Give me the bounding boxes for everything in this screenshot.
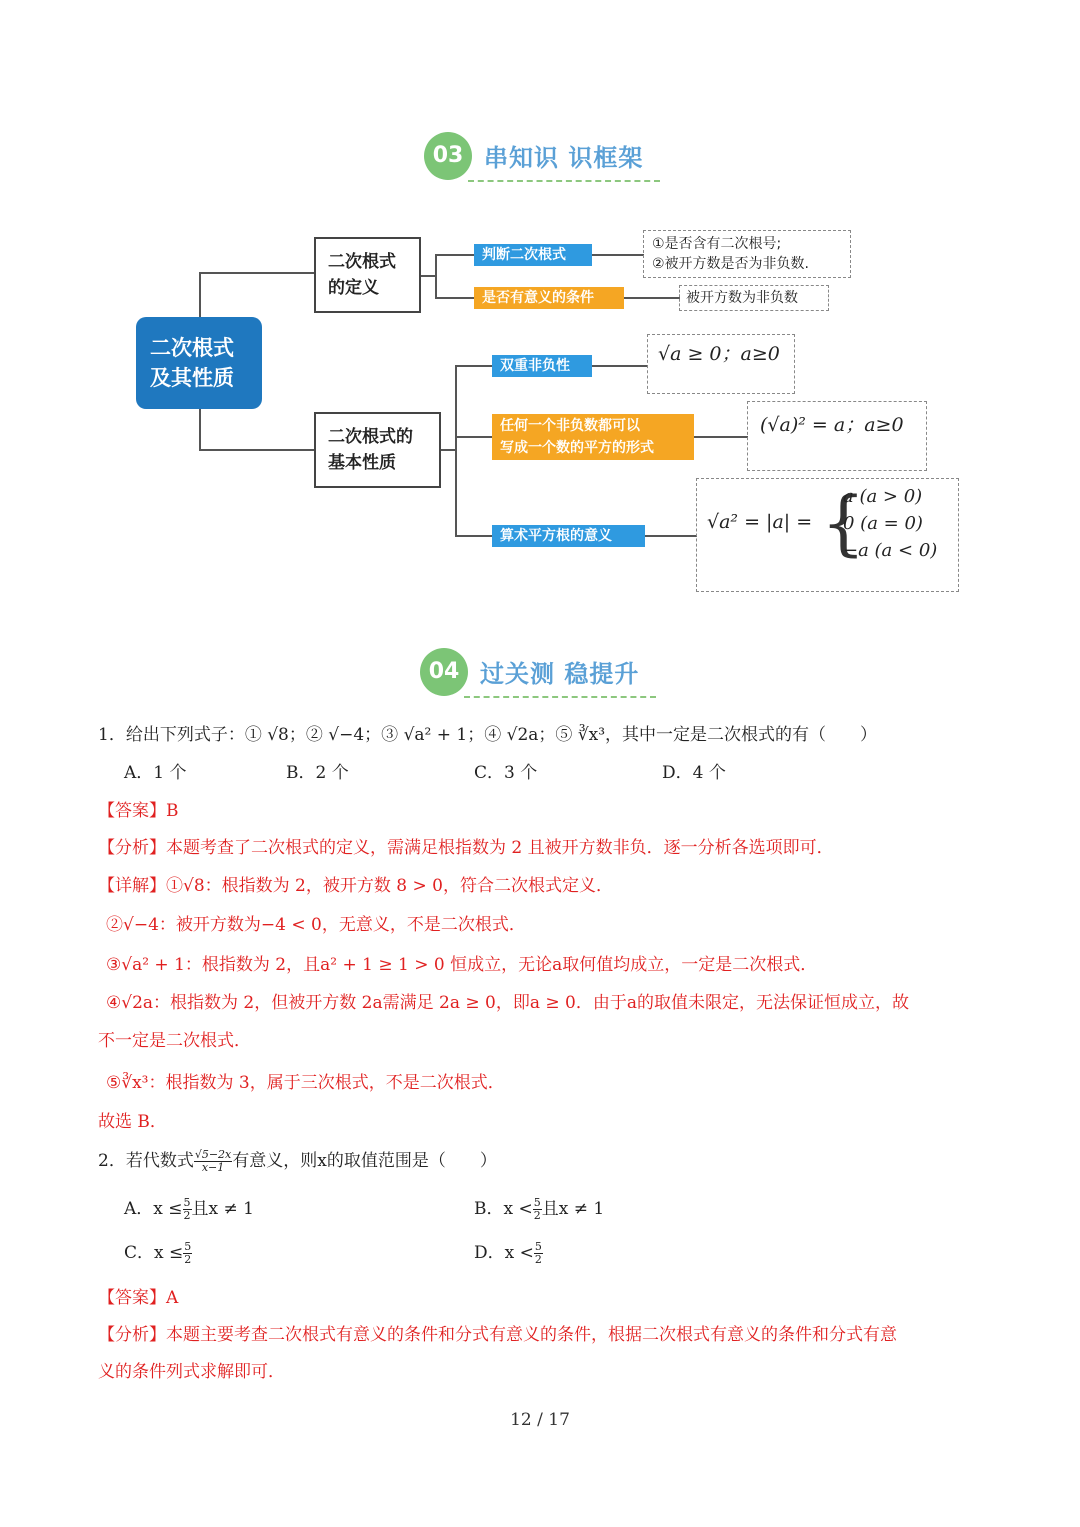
q1-detail: 【详解】①√8：根指数为 2，被开方数 8 > 0，符合二次根式定义． xyxy=(98,876,613,896)
frac-denominator: 2 xyxy=(184,1253,192,1266)
property-node xyxy=(314,412,441,488)
connector xyxy=(435,254,437,299)
meaning-box xyxy=(679,285,829,311)
connector xyxy=(645,535,697,537)
connector xyxy=(435,254,475,256)
connector xyxy=(420,275,436,277)
q2-analysis: 【分析】本题主要考查二次根式有意义的条件和分式有意义的条件，根据二次根式有意义的条件和分式有意 xyxy=(98,1325,897,1345)
opt-text: 且x ≠ 1 xyxy=(541,1199,605,1219)
connector xyxy=(199,449,315,451)
square-box xyxy=(747,401,927,471)
q2-option-b xyxy=(474,1194,604,1222)
frac-numerator: 5 xyxy=(534,1240,542,1253)
tag-judge: 判断二次根式 xyxy=(474,244,592,266)
brace: { xyxy=(821,482,866,564)
connector xyxy=(440,449,456,451)
q1-detail: 不一定是二次根式． xyxy=(98,1031,251,1051)
q1-detail: ②√−4：被开方数为−4 < 0，无意义，不是二次根式． xyxy=(106,915,526,935)
connector xyxy=(592,254,644,256)
q1-option-d: D．4 个 xyxy=(662,763,726,783)
connector xyxy=(624,297,680,299)
q1-stem: 1．给出下列式子：① √8；② √−4；③ √a² + 1；④ √2a；⑤ ∛x³，其中一定是二次根式的有（ ） xyxy=(98,725,878,745)
definition-node xyxy=(314,237,421,313)
tag-line: 任何一个非负数都可以 xyxy=(500,418,640,434)
q2-stem-text: 有意义，则x的取值范围是（ ） xyxy=(232,1151,497,1171)
root-node xyxy=(136,317,262,409)
fraction xyxy=(183,1241,192,1266)
tag-arith: 算术平方根的意义 xyxy=(492,525,645,547)
opt-text: A．x ≤ xyxy=(124,1199,183,1219)
q2-option-a xyxy=(124,1194,254,1222)
connector xyxy=(435,297,475,299)
judge-line: ②被开方数是否为非负数. xyxy=(652,256,810,272)
q1-option-c: C．3 个 xyxy=(474,763,538,783)
frac-denominator: 2 xyxy=(534,1253,542,1266)
tag-square xyxy=(492,414,694,460)
connector xyxy=(592,365,648,367)
fraction xyxy=(183,1197,192,1222)
q2-answer: 【答案】A xyxy=(98,1288,179,1308)
section-title: 串知识 识框架 xyxy=(484,144,644,172)
q1-analysis: 【分析】本题考查了二次根式的定义，需满足根指数为 2 且被开方数非负．逐一分析各选项即可． xyxy=(98,838,834,858)
node-line: 基本性质 xyxy=(328,453,396,473)
fraction xyxy=(534,1241,543,1266)
abs-formula: √a² = |a| = xyxy=(707,511,813,533)
abs-case: a (a > 0) xyxy=(843,486,923,507)
section-04-header xyxy=(420,644,680,704)
connector xyxy=(199,409,201,451)
opt-text: 且x ≠ 1 xyxy=(191,1199,254,1219)
root-line: 二次根式 xyxy=(150,336,234,360)
q1-option-b: B．2 个 xyxy=(286,763,349,783)
double-box xyxy=(647,334,795,394)
q2-stem xyxy=(98,1146,497,1174)
q1-detail: ④√2a：根指数为 2，但被开方数 2a需满足 2a ≥ 0，即a ≥ 0．由于a的取值未限定，无法保证恒成立，故 xyxy=(106,993,909,1013)
root-line: 及其性质 xyxy=(150,366,234,390)
q2-option-c xyxy=(124,1238,192,1266)
section-underline xyxy=(464,696,656,698)
connector xyxy=(455,535,493,537)
frac-numerator: 5 xyxy=(184,1240,192,1253)
fraction xyxy=(533,1197,542,1222)
opt-text: D．x < xyxy=(474,1243,534,1263)
frac-denominator: 2 xyxy=(183,1209,191,1222)
abs-case: −a (a < 0) xyxy=(843,540,938,561)
q2-analysis: 义的条件列式求解即可． xyxy=(98,1362,285,1382)
q1-option-a: A．1 个 xyxy=(124,763,187,783)
q2-stem-text: 2．若代数式 xyxy=(98,1151,194,1171)
frac-numerator: √5−2x xyxy=(194,1148,232,1161)
q2-option-d xyxy=(474,1238,543,1266)
node-line: 二次根式的 xyxy=(328,427,413,447)
abs-case: 0 (a = 0) xyxy=(843,513,923,534)
section-badge: 03 xyxy=(424,132,472,180)
tag-line: 写成一个数的平方的形式 xyxy=(500,440,654,456)
section-title: 过关测 稳提升 xyxy=(480,660,640,688)
abs-cases xyxy=(843,483,937,564)
double-formula: √a ≥ 0；a≥0 xyxy=(658,343,780,365)
node-line: 二次根式 xyxy=(328,252,396,272)
connector xyxy=(199,272,201,318)
tag-double: 双重非负性 xyxy=(492,355,592,377)
page-number: 12 / 17 xyxy=(510,1410,570,1430)
connector xyxy=(455,436,493,438)
connector xyxy=(455,365,493,367)
connector xyxy=(455,365,457,537)
abs-box xyxy=(696,478,959,592)
section-badge: 04 xyxy=(420,648,468,696)
section-underline xyxy=(468,180,660,182)
q1-detail: ③√a² + 1：根指数为 2，且a² + 1 ≥ 1 > 0 恒成立，无论a取何值均成立，一定是二次根式． xyxy=(106,955,818,975)
q1-conclusion: 故选 B． xyxy=(98,1112,167,1132)
judge-box xyxy=(643,230,851,278)
opt-text: B．x < xyxy=(474,1199,533,1219)
tag-meaning: 是否有意义的条件 xyxy=(474,287,624,309)
square-formula: (√a)² = a；a≥0 xyxy=(760,414,904,436)
node-line: 的定义 xyxy=(328,278,379,298)
frac-numerator: 5 xyxy=(533,1196,541,1209)
meaning-text: 被开方数为非负数 xyxy=(686,290,798,306)
judge-line: ①是否含有二次根号; xyxy=(652,236,782,252)
opt-text: C．x ≤ xyxy=(124,1243,184,1263)
q1-answer: 【答案】B xyxy=(98,801,179,821)
q2-fraction xyxy=(194,1149,232,1174)
connector xyxy=(199,272,315,274)
section-03-header xyxy=(424,128,684,188)
frac-denominator: 2 xyxy=(533,1209,541,1222)
frac-denominator: x−1 xyxy=(201,1161,225,1174)
connector xyxy=(694,436,748,438)
frac-numerator: 5 xyxy=(183,1196,191,1209)
q1-detail: ⑤∛x³：根指数为 3，属于三次根式，不是二次根式． xyxy=(106,1073,505,1093)
